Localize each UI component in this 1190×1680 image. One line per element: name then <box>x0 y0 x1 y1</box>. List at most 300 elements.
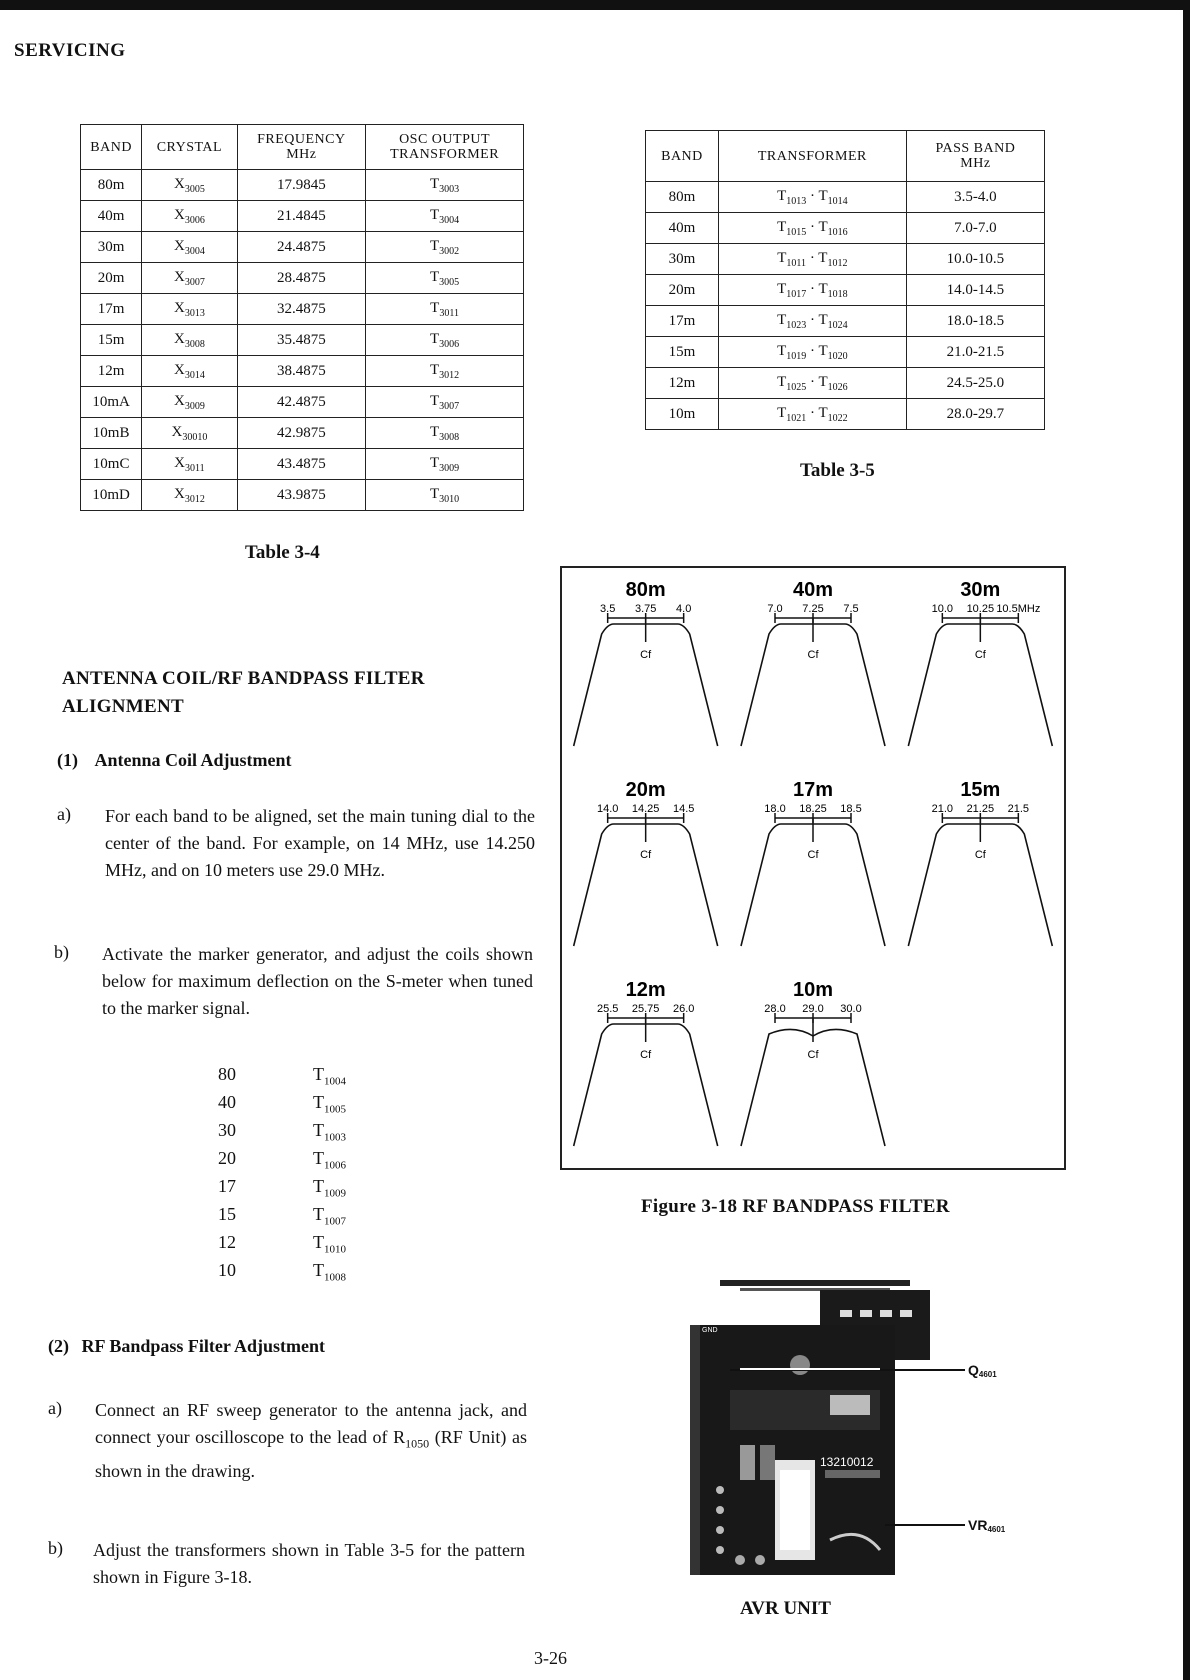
coil-subscript: 1005 <box>324 1103 346 1116</box>
subsection-2-heading <box>48 1336 325 1357</box>
table-row <box>81 356 524 387</box>
bandpass-panel-20m <box>574 779 718 946</box>
coil-subscript: 1007 <box>324 1215 346 1228</box>
panel-tick-label: 14.0 <box>596 803 619 815</box>
transformer-subscript: 3009 <box>439 462 460 474</box>
transformer-separator: · <box>806 311 819 328</box>
transformer-symbol: T <box>429 330 440 347</box>
step-b1-marker: b) <box>54 942 69 962</box>
transformer-a-symbol: T <box>777 280 787 297</box>
crystal-symbol: X <box>173 299 185 316</box>
transformer-subscript: 3008 <box>439 431 460 443</box>
coil-subscript: 1004 <box>324 1075 346 1088</box>
table-3-5-header <box>646 131 1045 182</box>
crystal-subscript: 3008 <box>184 338 205 350</box>
panel-center-frequency-label: Cf <box>640 1049 652 1061</box>
transformer-cell <box>366 449 524 480</box>
table-row <box>81 449 524 480</box>
subsection-2-title: RF Bandpass Filter Adjustment <box>81 1336 326 1356</box>
frequency-cell: 42.4875 <box>237 387 366 418</box>
frequency-cell: 21.4845 <box>237 201 366 232</box>
transformer-b-subscript: 1014 <box>827 195 848 207</box>
crystal-symbol: X <box>173 330 185 347</box>
transformer-separator: · <box>806 187 819 204</box>
transformer-subscript: 3012 <box>439 369 460 381</box>
transformer-separator: · <box>806 404 819 421</box>
step-b2-text: Adjust the transformers shown in Table 3-5 for the pattern shown in Figure 3-18. <box>93 1540 525 1587</box>
table-row <box>81 294 524 325</box>
band-cell: 20m <box>81 263 142 294</box>
table-row <box>646 368 1045 399</box>
step-a2-post: (RF Unit) as shown in the drawing. <box>95 1427 527 1481</box>
band-cell: 15m <box>81 325 142 356</box>
coil-symbol: T <box>313 1064 324 1084</box>
panel-tick-label: 28.0 <box>764 1003 786 1015</box>
table-row <box>81 418 524 449</box>
coil-list-item <box>218 1092 368 1120</box>
bandpass-panel-10m <box>741 979 885 1146</box>
section-title-line2: ALIGNMENT <box>62 696 184 717</box>
panel-tick-label: 30.0 <box>840 1003 862 1015</box>
table-3-4 <box>80 124 524 511</box>
transformer-b-subscript: 1012 <box>827 257 848 269</box>
frequency-cell: 24.4875 <box>237 232 366 263</box>
crystal-cell <box>142 232 237 263</box>
panel-center-frequency-label: Cf <box>640 849 652 861</box>
panel-response-curve <box>741 824 885 946</box>
step-b1-text: Activate the marker generator, and adjust the coils shown below for maximum deflection on the S-meter when tuned to the marker signal. <box>102 944 533 1018</box>
band-cell: 17m <box>81 294 142 325</box>
callout-q-label: Q <box>968 1362 979 1378</box>
crystal-symbol: X <box>173 268 185 285</box>
panel-band-label: 20m <box>625 779 666 801</box>
transformer-a-subscript: 1021 <box>786 412 807 424</box>
frequency-cell: 17.9845 <box>237 170 366 201</box>
transformer-symbol: T <box>429 454 440 471</box>
gnd-label: GND <box>702 1327 718 1334</box>
band-cell: 30m <box>81 232 142 263</box>
crystal-subscript: 30010 <box>182 431 208 443</box>
passband-cell: 28.0-29.7 <box>906 399 1044 430</box>
coil-symbol: T <box>313 1176 324 1196</box>
panel-tick-label: 7.25 <box>802 603 824 615</box>
step-a2-sub: 1050 <box>405 1436 430 1451</box>
transformer-a-subscript: 1019 <box>786 350 807 362</box>
transformer-b-subscript: 1016 <box>827 226 848 238</box>
transformer-b-symbol: T <box>818 280 828 297</box>
transformer-b-symbol: T <box>818 187 828 204</box>
panel-band-label: 10m <box>792 979 834 1001</box>
crystal-cell <box>142 418 237 449</box>
callout-vr-label: VR <box>968 1517 988 1533</box>
coil-band: 17 <box>218 1176 236 1196</box>
passband-cell: 7.0-7.0 <box>906 213 1044 244</box>
transformer-b-symbol: T <box>818 373 828 390</box>
step-a1-marker: a) <box>57 804 71 824</box>
panel-tick-label: 29.0 <box>802 1003 824 1015</box>
band-cell: 80m <box>81 170 142 201</box>
passband-cell: 14.0-14.5 <box>906 275 1044 306</box>
step-a2-pre: Connect an RF sweep generator to the antenna jack, and connect your oscilloscope to the lead of R <box>95 1400 527 1447</box>
passband-cell: 21.0-21.5 <box>906 337 1044 368</box>
transformer-cell <box>366 387 524 418</box>
band-cell: 80m <box>646 182 719 213</box>
transformer-a-subscript: 1017 <box>786 288 807 300</box>
panel-band-label: 17m <box>792 779 834 801</box>
panel-response-curve <box>741 1029 885 1146</box>
frequency-cell: 28.4875 <box>237 263 366 294</box>
band-cell: 10mB <box>81 418 142 449</box>
transformer-subscript: 3011 <box>439 307 459 319</box>
table-row <box>646 399 1045 430</box>
transformer-pair-cell <box>718 182 906 213</box>
panel-tick-label: 3.75 <box>634 603 657 615</box>
coil-designator <box>313 1232 346 1256</box>
subsection-1-number: (1) <box>57 750 78 770</box>
coil-designator <box>313 1260 346 1284</box>
coil-symbol: T <box>313 1260 324 1280</box>
transformer-subscript: 3003 <box>439 183 460 195</box>
transformer-cell <box>366 356 524 387</box>
transformer-cell <box>366 232 524 263</box>
panel-tick-label: 18.0 <box>764 803 786 815</box>
table-row <box>81 201 524 232</box>
panel-tick-label: 7.5 <box>843 603 859 615</box>
crystal-subscript: 3005 <box>184 183 205 195</box>
transformer-separator: · <box>806 373 819 390</box>
crystal-symbol: X <box>173 175 185 192</box>
transformer-symbol: T <box>429 361 440 378</box>
transformer-subscript: 3007 <box>439 400 460 412</box>
panel-center-frequency-label: Cf <box>974 649 986 661</box>
table-row <box>81 170 524 201</box>
transformer-pair-cell <box>718 399 906 430</box>
table-3-4-col-header: FREQUENCY MHz <box>237 125 366 170</box>
transformer-separator: · <box>806 342 819 359</box>
bandpass-panel-15m <box>908 779 1052 946</box>
frequency-cell: 42.9875 <box>237 418 366 449</box>
transformer-a-symbol: T <box>777 373 787 390</box>
bandpass-panel-80m <box>574 579 718 746</box>
panel-tick-label: 10.5MHz <box>996 603 1041 615</box>
avr-unit-caption: AVR UNIT <box>740 1598 831 1619</box>
crystal-symbol: X <box>173 392 185 409</box>
coil-list-item <box>218 1176 368 1204</box>
transformer-a-symbol: T <box>777 187 787 204</box>
transformer-cell <box>366 480 524 511</box>
crystal-subscript: 3004 <box>184 245 205 257</box>
transformer-b-subscript: 1020 <box>827 350 848 362</box>
coil-list-item <box>218 1232 368 1260</box>
crystal-symbol: X <box>171 423 183 440</box>
step-a1-text: For each band to be aligned, set the main tuning dial to the center of the band. For example, on 14 MHz, use 14.250 MHz, and on 10 meters use 29.0 MHz. <box>105 806 535 880</box>
coil-list <box>218 1064 368 1288</box>
coil-band: 80 <box>218 1064 236 1084</box>
table-3-4-body <box>81 170 524 511</box>
coil-band: 10 <box>218 1260 236 1280</box>
crystal-cell <box>142 263 237 294</box>
panel-center-frequency-label: Cf <box>640 649 652 661</box>
coil-designator <box>313 1148 346 1172</box>
table-3-5-caption: Table 3-5 <box>800 460 875 481</box>
panel-response-curve <box>574 824 718 946</box>
crystal-symbol: X <box>173 237 185 254</box>
crystal-subscript: 3006 <box>184 214 205 226</box>
transformer-pair-cell <box>718 244 906 275</box>
panel-band-label: 40m <box>792 579 834 601</box>
panel-tick-label: 4.0 <box>676 603 692 615</box>
band-cell: 40m <box>646 213 719 244</box>
band-cell: 30m <box>646 244 719 275</box>
transformer-a-symbol: T <box>777 249 787 266</box>
frequency-cell: 35.4875 <box>237 325 366 356</box>
transformer-a-symbol: T <box>777 218 787 235</box>
transformer-separator: · <box>806 249 819 266</box>
crystal-subscript: 3014 <box>184 369 205 381</box>
crystal-subscript: 3009 <box>184 400 205 412</box>
panel-response-curve <box>908 624 1052 746</box>
coil-subscript: 1003 <box>324 1131 346 1144</box>
table-row <box>646 213 1045 244</box>
crystal-subscript: 3011 <box>185 462 205 474</box>
band-cell: 20m <box>646 275 719 306</box>
table-row <box>646 244 1045 275</box>
table-3-4-header <box>81 125 524 170</box>
transformer-cell <box>366 263 524 294</box>
panel-tick-label: 10.25 <box>966 603 995 615</box>
table-3-5-col-header: BAND <box>646 131 719 182</box>
crystal-symbol: X <box>174 454 186 471</box>
right-border <box>1183 0 1190 1680</box>
transformer-b-subscript: 1022 <box>827 412 848 424</box>
transformer-symbol: T <box>430 299 440 316</box>
panel-tick-label: 14.25 <box>631 803 660 815</box>
step-a2-marker: a) <box>48 1398 62 1418</box>
transformer-symbol: T <box>429 423 440 440</box>
crystal-cell <box>142 325 237 356</box>
transformer-symbol: T <box>429 485 440 502</box>
panel-tick-label: 10.0 <box>931 603 954 615</box>
coil-band: 12 <box>218 1232 236 1252</box>
transformer-cell <box>366 201 524 232</box>
transformer-subscript: 3004 <box>439 214 460 226</box>
crystal-subscript: 3012 <box>184 493 205 505</box>
crystal-cell <box>142 480 237 511</box>
table-3-4-col-header: OSC OUTPUT TRANSFORMER <box>366 125 524 170</box>
frequency-cell: 38.4875 <box>237 356 366 387</box>
transformer-cell <box>366 325 524 356</box>
page-number: 3-26 <box>534 1648 567 1668</box>
avr-unit-photo <box>680 1270 1040 1590</box>
transformer-pair-cell <box>718 368 906 399</box>
coil-symbol: T <box>313 1148 324 1168</box>
transformer-symbol: T <box>429 206 440 223</box>
panel-tick-label: 21.5 <box>1007 803 1030 815</box>
transformer-pair-cell <box>718 306 906 337</box>
transformer-a-symbol: T <box>777 311 787 328</box>
crystal-symbol: X <box>173 485 185 502</box>
panel-response-curve <box>574 624 718 746</box>
band-cell: 10m <box>646 399 719 430</box>
coil-designator <box>313 1064 346 1088</box>
callout-q-sub: 4601 <box>978 1370 997 1379</box>
transformer-cell <box>366 170 524 201</box>
crystal-cell <box>142 449 237 480</box>
figure-3-18-caption: Figure 3-18 RF BANDPASS FILTER <box>641 1196 950 1217</box>
section-title <box>62 665 425 721</box>
panel-band-label: 12m <box>625 979 666 1001</box>
coil-band: 40 <box>218 1092 236 1112</box>
transformer-separator: · <box>806 218 819 235</box>
panel-tick-label: 18.5 <box>840 803 862 815</box>
table-3-5-col-header: PASS BAND MHz <box>906 131 1044 182</box>
panel-response-curve <box>741 624 885 746</box>
subsection-1-title: Antenna Coil Adjustment <box>94 750 292 770</box>
crystal-subscript: 3007 <box>184 276 205 288</box>
panel-tick-label: 25.75 <box>631 1003 660 1015</box>
band-cell: 12m <box>81 356 142 387</box>
panel-tick-label: 18.25 <box>799 803 827 815</box>
coil-subscript: 1009 <box>324 1187 346 1200</box>
panel-band-label: 80m <box>625 579 666 601</box>
panel-center-frequency-label: Cf <box>807 849 819 861</box>
panel-center-frequency-label: Cf <box>974 849 986 861</box>
panel-tick-label: 14.5 <box>672 803 695 815</box>
coil-subscript: 1006 <box>324 1159 346 1172</box>
transformer-subscript: 3006 <box>439 338 460 350</box>
frequency-cell: 32.4875 <box>237 294 366 325</box>
bandpass-panel-30m <box>908 579 1052 746</box>
panel-response-curve <box>908 824 1052 946</box>
band-cell: 10mC <box>81 449 142 480</box>
transformer-subscript: 3002 <box>439 245 460 257</box>
panel-tick-label: 26.0 <box>672 1003 695 1015</box>
panel-tick-label: 21.25 <box>966 803 995 815</box>
passband-cell: 10.0-10.5 <box>906 244 1044 275</box>
panel-center-frequency-label: Cf <box>807 1049 819 1061</box>
transformer-b-symbol: T <box>818 342 828 359</box>
board-part-label: 13210012 <box>820 1455 874 1469</box>
avr-board-image <box>680 1270 1040 1590</box>
top-border <box>0 0 1190 10</box>
coil-subscript: 1008 <box>324 1271 346 1284</box>
transformer-symbol: T <box>429 237 440 254</box>
transformer-b-subscript: 1018 <box>827 288 848 300</box>
band-cell: 10mD <box>81 480 142 511</box>
callout-vr-sub: 4601 <box>987 1525 1006 1534</box>
coil-subscript: 1010 <box>324 1243 346 1256</box>
panel-tick-label: 7.0 <box>767 603 783 615</box>
crystal-subscript: 3013 <box>184 307 205 319</box>
coil-designator <box>313 1204 346 1228</box>
bandpass-curves <box>562 568 1064 1168</box>
coil-symbol: T <box>313 1120 324 1140</box>
transformer-b-symbol: T <box>818 404 828 421</box>
table-3-5-col-header: TRANSFORMER <box>718 131 906 182</box>
crystal-cell <box>142 356 237 387</box>
section-title-line1: ANTENNA COIL/RF BANDPASS FILTER <box>62 668 425 689</box>
table-3-5-body <box>646 182 1045 430</box>
coil-list-item <box>218 1148 368 1176</box>
transformer-symbol: T <box>429 268 440 285</box>
panel-tick-label: 25.5 <box>596 1003 619 1015</box>
passband-cell: 24.5-25.0 <box>906 368 1044 399</box>
coil-symbol: T <box>313 1232 324 1252</box>
coil-designator <box>313 1120 346 1144</box>
transformer-subscript: 3005 <box>439 276 460 288</box>
transformer-pair-cell <box>718 275 906 306</box>
transformer-b-symbol: T <box>818 311 828 328</box>
transformer-a-subscript: 1013 <box>786 195 807 207</box>
transformer-cell <box>366 418 524 449</box>
subsection-1-heading <box>57 750 292 771</box>
transformer-b-symbol: T <box>818 218 828 235</box>
bandpass-panel-40m <box>741 579 885 746</box>
crystal-cell <box>142 170 237 201</box>
page-header: SERVICING <box>14 40 126 61</box>
bandpass-panel-12m <box>574 979 718 1146</box>
coil-band: 20 <box>218 1148 236 1168</box>
table-row <box>81 232 524 263</box>
table-row <box>81 263 524 294</box>
table-3-4-caption: Table 3-4 <box>245 542 320 563</box>
coil-designator <box>313 1092 346 1116</box>
transformer-a-symbol: T <box>777 342 787 359</box>
transformer-a-subscript: 1011 <box>786 257 807 269</box>
crystal-symbol: X <box>173 206 185 223</box>
transformer-b-symbol: T <box>818 249 828 266</box>
transformer-a-subscript: 1023 <box>786 319 807 331</box>
coil-band: 15 <box>218 1204 236 1224</box>
table-row <box>646 275 1045 306</box>
table-3-5 <box>645 130 1045 430</box>
crystal-cell <box>142 294 237 325</box>
transformer-a-subscript: 1025 <box>786 381 807 393</box>
transformer-b-subscript: 1026 <box>827 381 848 393</box>
panel-center-frequency-label: Cf <box>807 649 819 661</box>
coil-symbol: T <box>313 1204 324 1224</box>
transformer-subscript: 3010 <box>439 493 460 505</box>
table-row <box>81 387 524 418</box>
passband-cell: 3.5-4.0 <box>906 182 1044 213</box>
table-row <box>646 337 1045 368</box>
panel-tick-label: 21.0 <box>931 803 954 815</box>
coil-list-item <box>218 1204 368 1232</box>
table-row <box>646 306 1045 337</box>
transformer-a-symbol: T <box>777 404 787 421</box>
coil-band: 30 <box>218 1120 236 1140</box>
table-3-4-col-header: CRYSTAL <box>142 125 237 170</box>
panel-band-label: 15m <box>960 779 1001 801</box>
table-row <box>646 182 1045 213</box>
panel-band-label: 30m <box>960 579 1001 601</box>
table-3-4-col-header: BAND <box>81 125 142 170</box>
band-cell: 10mA <box>81 387 142 418</box>
step-b2-marker: b) <box>48 1538 63 1558</box>
subsection-2-number: (2) <box>48 1336 69 1356</box>
coil-list-item <box>218 1064 368 1092</box>
panel-tick-label: 3.5 <box>600 603 616 615</box>
transformer-pair-cell <box>718 213 906 244</box>
transformer-b-subscript: 1024 <box>827 319 848 331</box>
passband-cell: 18.0-18.5 <box>906 306 1044 337</box>
crystal-cell <box>142 201 237 232</box>
crystal-symbol: X <box>173 361 185 378</box>
coil-symbol: T <box>313 1092 324 1112</box>
crystal-cell <box>142 387 237 418</box>
transformer-symbol: T <box>429 392 440 409</box>
bandpass-panel-17m <box>741 779 885 946</box>
